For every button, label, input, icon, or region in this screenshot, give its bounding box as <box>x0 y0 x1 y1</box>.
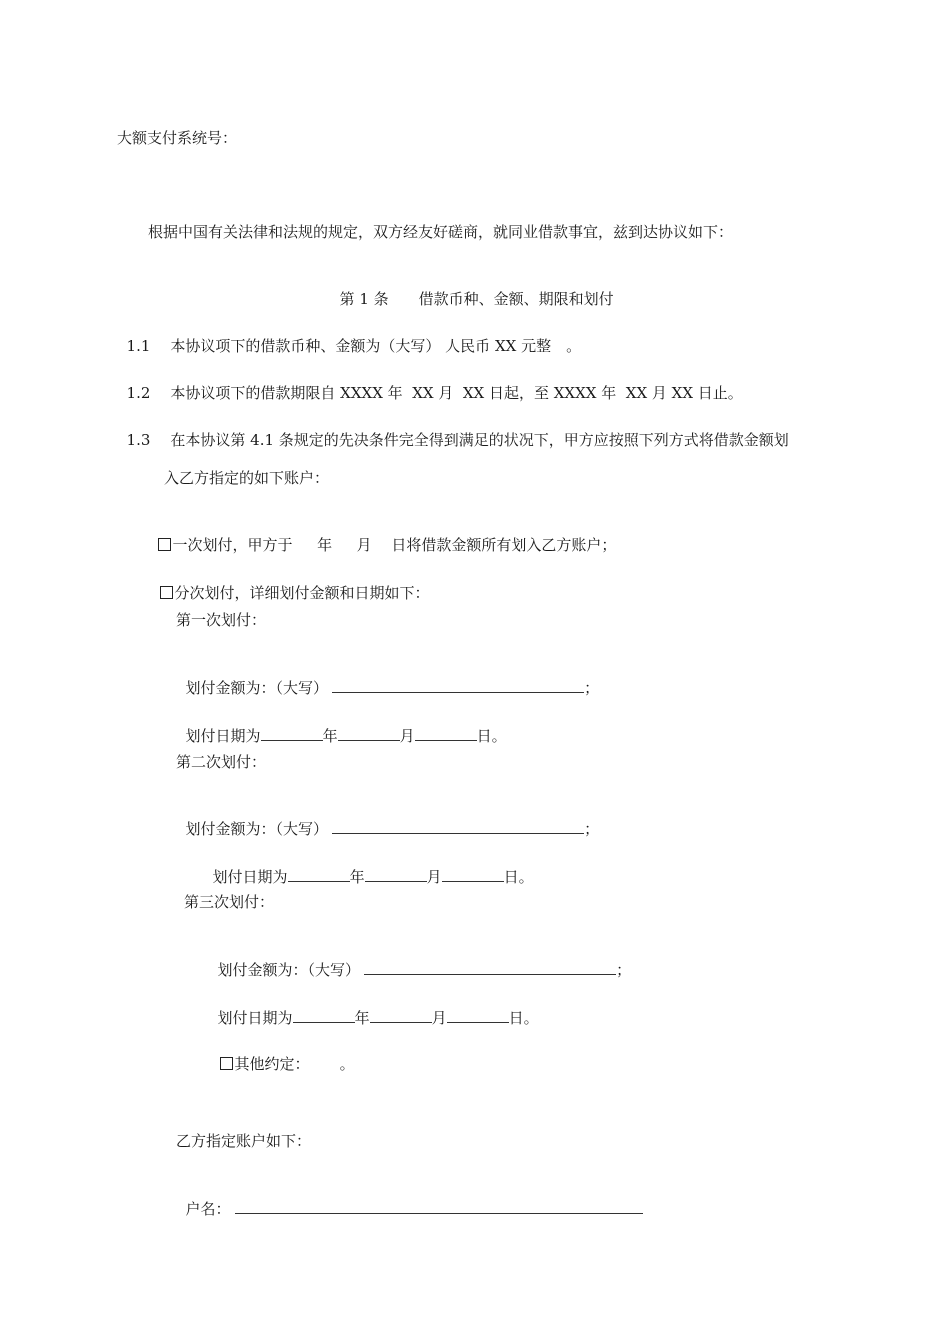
clause-text: 在本协议第 4.1 条规定的先决条件完全得到满足的状况下，甲方应按照下列方式将借款金额划 <box>170 431 789 449</box>
installment-1-title: 第一次划付： <box>176 611 267 629</box>
account-name-row <box>176 1178 643 1219</box>
month-label: 月 <box>399 727 415 745</box>
installment-2-amount <box>176 798 599 839</box>
article-number: 第 1 条 <box>339 290 389 308</box>
day-label: 日。 <box>508 1009 539 1027</box>
account-name-label: 户名： <box>185 1200 231 1218</box>
clause-text: 本协议项下的借款期限自 XXXX 年 XX 月 XX 日起，至 XXXX 年 XX 月 XX 日止。 <box>170 384 743 402</box>
amount-field[interactable] <box>332 677 584 693</box>
clause-number: 1.2 <box>126 384 151 402</box>
option-installment-payment <box>150 563 430 603</box>
month-label: 月 <box>426 868 442 886</box>
clause-number: 1.1 <box>126 337 151 355</box>
option-multiple-label: 分次划付，详细划付金额和日期如下： <box>174 584 430 602</box>
installment-3-title: 第三次划付： <box>184 893 275 911</box>
system-number-label: 大额支付系统号： <box>117 129 238 147</box>
installment-1-date <box>176 705 507 746</box>
checkbox-multiple[interactable] <box>160 586 173 599</box>
year-field[interactable] <box>261 725 323 741</box>
month-label: 月 <box>431 1009 447 1027</box>
account-title: 乙方指定账户如下： <box>176 1132 312 1150</box>
other-agreement <box>210 1034 355 1074</box>
installment-3-amount <box>208 939 631 980</box>
clause-1-2 <box>117 363 743 403</box>
amount-field[interactable] <box>364 959 616 975</box>
amount-label: 划付金额为：（大写） <box>185 820 329 838</box>
installment-2-title: 第二次划付： <box>176 753 267 771</box>
installment-1-amount <box>176 657 599 698</box>
clause-1-1 <box>117 316 581 356</box>
installment-3-date <box>208 987 539 1028</box>
day-label: 日。 <box>503 868 534 886</box>
day-field[interactable] <box>447 1007 509 1023</box>
other-end: 。 <box>339 1055 355 1073</box>
article-title: 借款币种、金额、期限和划付 <box>418 290 614 308</box>
year-label: 年 <box>354 1009 370 1027</box>
year-field[interactable] <box>293 1007 355 1023</box>
date-label: 划付日期为 <box>217 1009 293 1027</box>
installment-2-date <box>203 846 534 887</box>
clause-1-3 <box>117 410 789 450</box>
other-label: 其他约定： <box>234 1055 310 1073</box>
clause-1-3-continued: 入乙方指定的如下账户： <box>164 469 330 487</box>
day-label: 日。 <box>476 727 507 745</box>
year-label: 年 <box>349 868 365 886</box>
option-single-label: 一次划付，甲方于 年 月 日将借款金额所有划入乙方账户； <box>172 536 617 554</box>
month-field[interactable] <box>338 725 400 741</box>
clause-number: 1.3 <box>126 431 151 449</box>
day-field[interactable] <box>442 866 504 882</box>
year-label: 年 <box>322 727 338 745</box>
option-single-payment <box>148 515 616 555</box>
amount-end: ； <box>616 961 632 979</box>
amount-label: 划付金额为：（大写） <box>217 961 361 979</box>
amount-label: 划付金额为：（大写） <box>185 679 329 697</box>
date-label: 划付日期为 <box>212 868 288 886</box>
month-field[interactable] <box>370 1007 432 1023</box>
account-name-field[interactable] <box>235 1198 643 1214</box>
date-label: 划付日期为 <box>185 727 261 745</box>
amount-field[interactable] <box>332 818 584 834</box>
checkbox-single[interactable] <box>158 538 171 551</box>
article-1-heading <box>330 269 614 309</box>
amount-end: ； <box>584 820 600 838</box>
day-field[interactable] <box>415 725 477 741</box>
intro-paragraph: 根据中国有关法律和法规的规定，双方经友好磋商，就同业借款事宜，兹到达协议如下： <box>148 223 734 241</box>
checkbox-other[interactable] <box>220 1057 233 1070</box>
year-field[interactable] <box>288 866 350 882</box>
clause-text: 本协议项下的借款币种、金额为（大写） 人民币 XX 元整 。 <box>170 337 582 355</box>
amount-end: ； <box>584 679 600 697</box>
month-field[interactable] <box>365 866 427 882</box>
